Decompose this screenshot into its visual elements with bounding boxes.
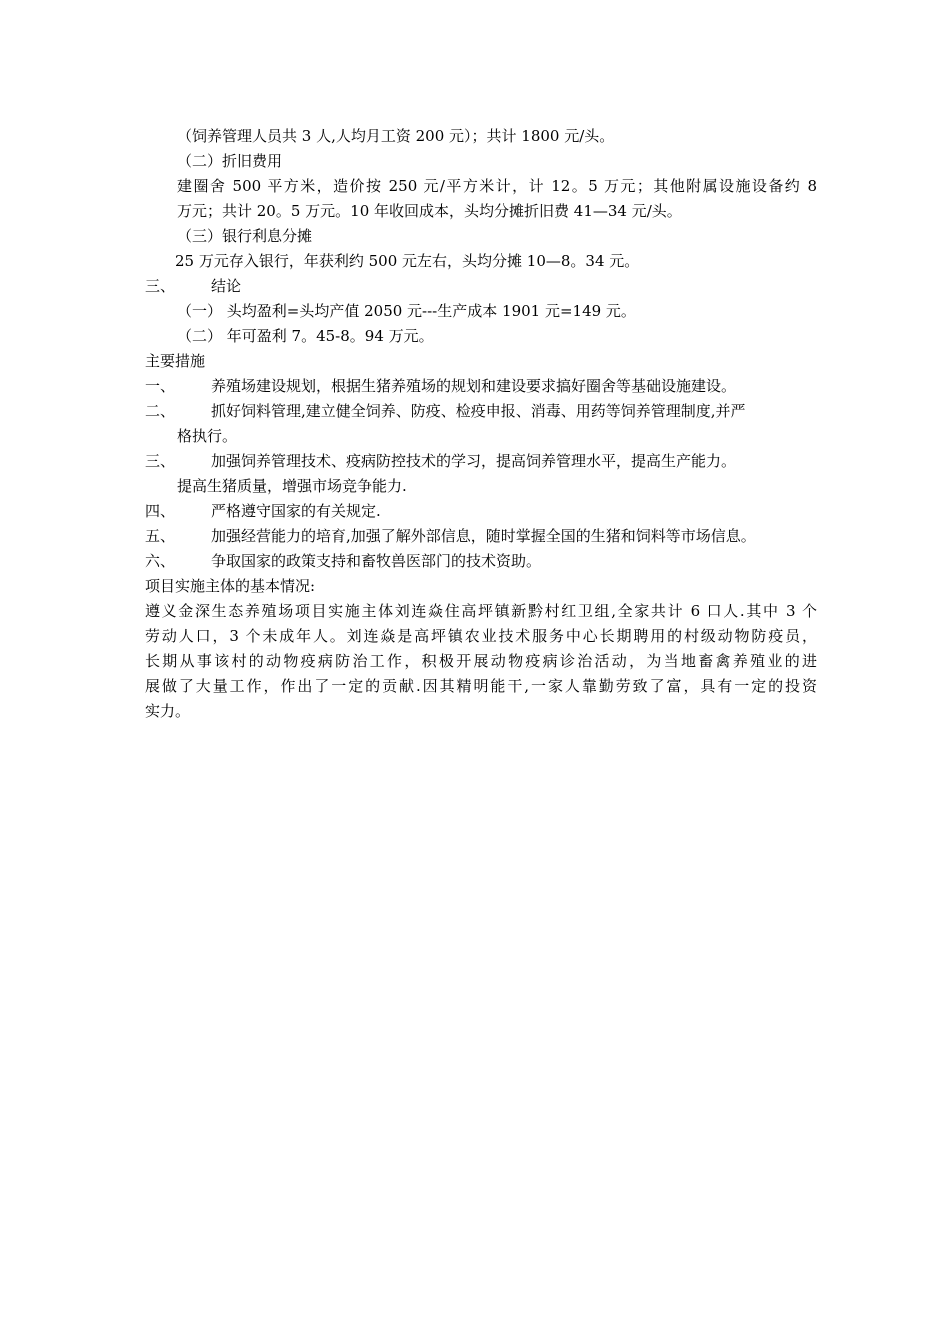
measures-heading: 主要措施 (145, 352, 206, 370)
measure-number: 五、 (145, 527, 176, 545)
measure-number: 二、 (145, 402, 176, 420)
depreciation-line: 万元；共计 20。5 万元。10 年收回成本，头均分摊折旧费 41—34 元/头。 (177, 202, 682, 220)
document-body (145, 124, 817, 724)
interest-line: 25 万元存入银行，年获利约 500 元左右，头均分摊 10—8。34 元。 (175, 252, 640, 270)
depreciation-line: 建圈舍 500 平方米，造价按 250 元/平方米计，计 12。5 万元；其他附属设施设备约 8 (177, 177, 817, 195)
measure-item (145, 399, 817, 424)
measure-text: 抓好饲料管理,建立健全饲养、防疫、检疫申报、消毒、用药等饲养管理制度,并严 (211, 402, 746, 420)
measure-text: 加强饲养管理技术、疫病防控技术的学习，提高饲养管理水平，提高生产能力。 (211, 452, 737, 470)
measure-item (145, 499, 817, 524)
measure-number: 六、 (145, 552, 176, 570)
depreciation-heading: （二）折旧费用 (177, 152, 283, 170)
wage-line: （饲养管理人员共 3 人,人均月工资 200 元）；共计 1800 元/头。 (177, 127, 615, 145)
subject-paragraph-line: 展做了大量工作，作出了一定的贡献.因其精明能干,一家人靠勤劳致了富，具有一定的投资 (145, 677, 817, 695)
measure-number: 三、 (145, 452, 176, 470)
subject-paragraph-line: 实力。 (145, 702, 191, 720)
measure-number: 一、 (145, 377, 176, 395)
measure-number: 四、 (145, 502, 176, 520)
measure-text: 养殖场建设规划，根据生猪养殖场的规划和建设要求搞好圈舍等基础设施建设。 (211, 377, 737, 395)
measure-text: 加强经营能力的培育,加强了解外部信息，随时掌握全国的生猪和饲料等市场信息。 (211, 527, 756, 545)
interest-heading: （三）银行利息分摊 (177, 227, 313, 245)
measure-item (145, 549, 817, 574)
conclusion-item: （一） 头均盈利=头均产值 2050 元---生产成本 1901 元=149 元。 (177, 302, 636, 320)
section-title: 结论 (211, 277, 242, 295)
measure-text: 严格遵守国家的有关规定. (211, 502, 381, 520)
section-number: 三、 (145, 277, 176, 295)
subject-paragraph-line: 长期从事该村的动物疫病防治工作，积极开展动物疫病诊治活动，为当地畜禽养殖业的进 (145, 652, 817, 670)
measure-item (145, 524, 817, 549)
measure-item (145, 374, 817, 399)
measure-continuation: 提高生猪质量，增强市场竞争能力. (177, 477, 407, 495)
subject-paragraph-line: 劳动人口，3 个未成年人。刘连焱是高坪镇农业技术服务中心长期聘用的村级动物防疫员， (145, 627, 817, 645)
measure-item (145, 449, 817, 474)
measure-text: 争取国家的政策支持和畜牧兽医部门的技术资助。 (211, 552, 542, 570)
subject-paragraph-line: 遵义金深生态养殖场项目实施主体刘连焱住高坪镇新黔村红卫组,全家共计 6 口人.其中 3 个 (145, 602, 817, 620)
subject-heading: 项目实施主体的基本情况: (145, 577, 316, 595)
conclusion-heading (145, 274, 817, 299)
measure-continuation: 格执行。 (177, 427, 238, 445)
conclusion-item: （二） 年可盈利 7。45-8。94 万元。 (177, 327, 434, 345)
